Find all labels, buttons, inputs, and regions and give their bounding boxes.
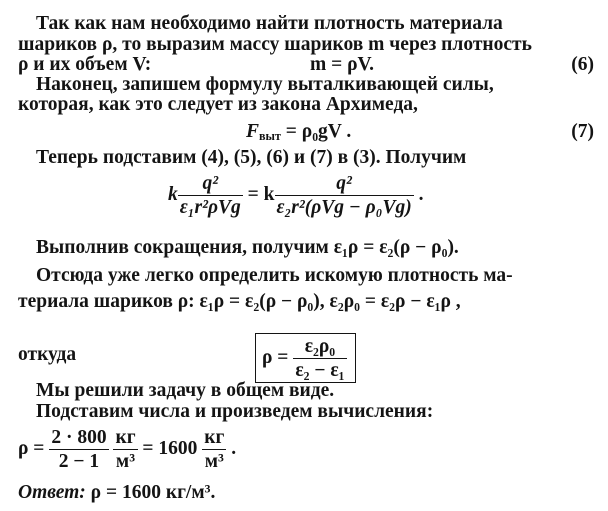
fraction-numerator: кг xyxy=(115,427,136,448)
text-fragment: ρ и их объем V: xyxy=(18,54,152,75)
right-fraction xyxy=(275,174,414,217)
calc-lhs: ρ = xyxy=(18,437,45,459)
text-line: Подставим числа и произведем вычисления: xyxy=(36,401,434,422)
equation-6: m = ρV. xyxy=(310,54,374,75)
text-line: Мы решили задачу в общем виде. xyxy=(36,380,335,401)
unit-fraction xyxy=(113,428,137,471)
box-lhs: ρ = xyxy=(262,346,289,368)
text-fragment: Выполнив сокращения, получим xyxy=(36,237,329,258)
fraction-denominator: м³ xyxy=(115,450,136,472)
fraction-numerator: q² xyxy=(178,174,243,196)
text-line-with-equation xyxy=(18,238,594,258)
fraction-numerator: кг xyxy=(204,427,225,448)
text-line-with-equation xyxy=(18,292,594,312)
left-fraction xyxy=(178,174,243,217)
text-fragment: откуда xyxy=(18,344,77,365)
text-line: Отсюда уже легко определить искомую плотность ма- xyxy=(36,265,513,286)
text-fragment: териала шариков xyxy=(18,291,173,312)
box-fraction xyxy=(293,337,346,380)
text-line: Теперь подставим (4), (5), (6) и (7) в (3). Получим xyxy=(36,147,467,168)
fraction-numerator: q² xyxy=(275,174,414,196)
answer-label: Ответ: xyxy=(18,482,86,503)
inline-equation: ρ: ε₁ρ = ε₂(ρ − ρ₀), ε₂ρ₀ = ε₂ρ − ε₁ρ , xyxy=(177,291,461,312)
period: . xyxy=(418,183,424,205)
text-line: Наконец, запишем формулу выталкивающей силы, xyxy=(36,74,494,95)
fraction-denominator: ε₁r²ρVg xyxy=(179,196,241,218)
eq7-symbol: F xyxy=(246,121,260,142)
calculation-line xyxy=(18,428,594,471)
text-line: Так как нам необходимо найти плотность материала xyxy=(36,13,503,34)
fraction-numerator: 2 · 800 xyxy=(51,427,107,448)
period: . xyxy=(231,437,237,459)
text-line: которая, как это следует из закона Архимеда, xyxy=(18,94,418,115)
boxed-formula xyxy=(255,333,356,383)
equation-number: (6) xyxy=(571,54,594,75)
fraction-denominator: м³ xyxy=(204,450,224,472)
calc-fraction xyxy=(49,428,108,471)
answer-value: ρ = 1600 кг/м³. xyxy=(90,482,216,503)
equation-number: (7) xyxy=(571,121,594,142)
main-equation xyxy=(168,174,594,217)
fraction-denominator: ε₂ − ε₁ xyxy=(295,359,345,381)
coef-k: k xyxy=(168,183,178,205)
fraction-denominator: ε₂r²(ρVg − ρ₀Vg) xyxy=(276,196,412,218)
eq7-rhs: = ρ₀gV . xyxy=(280,121,352,142)
unit-fraction xyxy=(202,428,226,471)
text-line-with-equation xyxy=(18,55,594,75)
fraction-denominator: 2 − 1 xyxy=(58,450,100,472)
equation-7 xyxy=(246,122,351,142)
eq7-subscript: выт xyxy=(259,129,281,144)
text-line: шариков ρ, то выразим массу шариков m через плотность xyxy=(18,34,532,55)
fraction-numerator: ε₂ρ₀ xyxy=(293,337,346,359)
equals-k: = k xyxy=(247,183,275,205)
inline-equation: ε₁ρ = ε₂(ρ − ρ₀). xyxy=(333,237,459,258)
answer-line xyxy=(18,483,594,503)
calc-result: = 1600 xyxy=(142,437,198,459)
